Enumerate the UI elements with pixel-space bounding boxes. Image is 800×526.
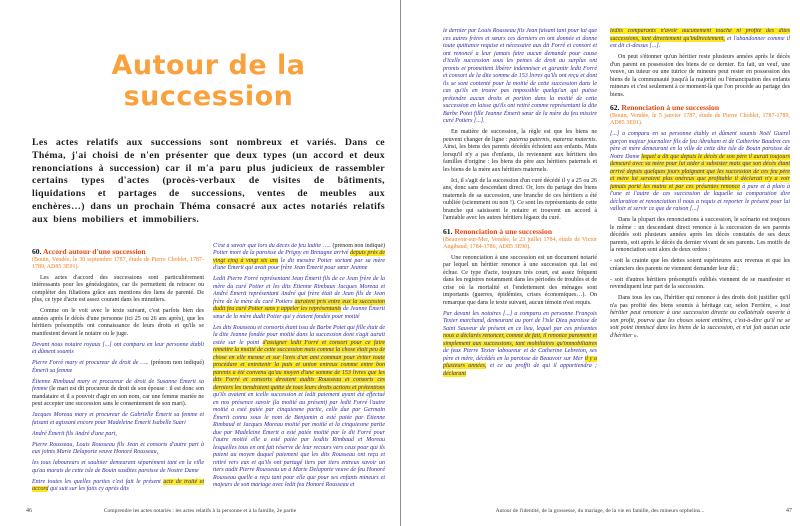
quoted-deed-paragraph <box>32 342 204 357</box>
text-run: les tous laboureurs et saulnier demeurant séparément tant en la ville qu'au marais de cette isle de Bouin susdites paroisse de Nostre Dame <box>32 460 204 474</box>
text-run: le dernier par Louis Rousseau fils Jean faisant tant pour lui que ces autres frères et sœurs ces derniers en ont donnée et donne toute quittance requise et nécessaire aux dit Forré et consort et ont renoncé a leur jamais faire aucun demande pour cause d'icelle succession sous les peines de droit au surplus ont promis et promettent libérer indemniser et garantir ledit Forré et consort de la dite somme de 153 livres qu'ils ont reçu et dont ils se sont contenté pour la moitié de cette succession dans le cas qu'ils en trouve pas impossible quelqu'un qui puisse prétendre aucun droits et portion dans la moitié de cette succession en laisse qu'ils ont retiré comme représentant la dite Barbe Potet fille Jeanne Émerit sœur de la mère du feu missire curé Potiers [...]. <box>443 28 597 124</box>
highlighted-text: nous a déclarés renoncer, comme de fait, il renonce purement et simplement aux successions, tant mobiliaires qu'immobiliaires <box>443 333 597 347</box>
text-run: Les dits Rousseau et consorts étant issu de Barbe Potet qui fille était de la dite Jeanne fondée pour moitié dans la succession dont s'agit aurait estée sur le point <box>213 324 385 346</box>
left-page-column-2 <box>213 243 385 526</box>
text-run: Étienne Rimbaud mary et procureur de droit de Susanne Émerit sa femme <box>32 378 204 393</box>
quoted-deed-paragraph <box>32 360 204 375</box>
left-page-columns <box>32 243 385 526</box>
quoted-deed-paragraph <box>32 479 204 494</box>
highlighted-text: il y a plusieurs années, <box>443 355 597 370</box>
commentary-paragraph <box>610 54 790 99</box>
right-page-column-1 <box>443 28 597 510</box>
right-page-column-2 <box>610 28 790 510</box>
quoted-deed-paragraph <box>32 442 204 457</box>
text-run: Pierre Rousseau, Louis Rousseau fils Jean et consorts d'autre part à eux joints Marie Delaporte veuve Honoré Rousseau, <box>32 441 204 456</box>
text-run: Jacques Moreau mary et procureur de Gabrielle Émerit sa femme et faisant et agissant encore pour Madeleine Émerit Isabelle Suari <box>32 412 204 426</box>
text-run: de feux Pierre Texier laboureur et de Catherine Lebreton, ses père et mère, décédés en la paroisse de Beauvoir sur Mer <box>443 348 597 362</box>
right-page-number: 47 <box>786 508 792 514</box>
source-citation: (Bouin, Vendée, le 5 janvier 1787, étude de Pierre Choblet, 1787-1789, AD85 3E91). <box>610 113 790 127</box>
highlighted-text: depuis près de vingt cinq à vingt six ans <box>213 250 385 264</box>
section-number: 62. <box>610 103 622 112</box>
left-page-number: 46 <box>26 508 32 514</box>
quoted-deed-paragraph <box>213 243 385 273</box>
text-run: et l'abandonner comme il est dit ci-dessus [...]. <box>610 35 790 49</box>
commentary-paragraph <box>443 178 597 223</box>
text-run: Les actes d'accord des successions sont particulièrement intéressants pour les généalogistes, car ils permettent de retracer ou compléter des filiations grâce aux mentions des liens de parenté. De plus, ce type d'acte est assez courant dans les minutiers. <box>32 274 204 304</box>
commentary-paragraph <box>32 308 204 338</box>
section-title: Renonciation à une succession <box>621 103 720 112</box>
section-heading <box>610 103 790 112</box>
text-run: Pierre Forré mary et procureur de droit de ….. <box>32 360 151 367</box>
text-run: [...] a comparu en sa personne étably et dûment soumis Noël Guerel garçon majeur journalier fils de feu Abraham et de Catherine Baudret ces père et mère demeurant en la ville de cette dite isle de Bouin paroisse de Notre Dame <box>610 131 790 160</box>
text-run: - soit la crainte que les dettes soient supérieures aux revenus et que les créanciers des parents ne viennent demander leur dû ; <box>610 258 790 272</box>
text-run: Par devant les notaires [...] a comparu en personne François Texier marchand, demeurant au port de l'isle Dieu paroisse de Saint Sauveur de présent en ce lieu, lequel par ces présentes <box>443 310 597 332</box>
highlighted-text: acte de traité et accord <box>32 478 204 493</box>
commentary-paragraph <box>443 129 597 174</box>
text-run: (le mari est dit procureur de droit de son épouse : il est donc son mandataire et il a pouvoir d'agir en son nom, car une femme mariée ne peut accepter une succession sans le consentement de son mari). <box>32 386 204 408</box>
text-run: le dit messire Potier sortant par sa mère d'une Émerit qui avait pour frère Jean Émerit pour sœur Jeanne <box>213 257 385 272</box>
text-run: - soit d'autres héritiers présomptifs oubliés viennent de se manifester et revendiquent leur part de la succession. <box>610 276 790 291</box>
text-run: Entre toutes les quelles parties c'est fait le présent <box>32 478 164 485</box>
source-citation: (Beauvoir-sur-Mer, Vendée, le 23 juillet 1784, étude de Victor Angibaud, 1784-1786, AD85 3E90). <box>443 236 597 250</box>
text-run: En matière de succession, la règle est que les biens ne peuvent changer de ligne : <box>443 129 597 143</box>
text-run: Émerit sa femme <box>32 367 73 374</box>
quoted-deed-paragraph <box>443 311 597 379</box>
highlighted-text: déclarant <box>443 370 466 377</box>
left-footer <box>0 508 400 514</box>
section-number: 61. <box>443 226 455 236</box>
text-run: paterna paternis, materna maternis <box>509 136 596 143</box>
text-run: de Jeanne Émerit sœur de la mère dudit Potier qui y étaient fondée pour moitié <box>213 306 385 320</box>
section-title: Renonciation à une succession <box>454 226 553 236</box>
text-run: Dans tous les cas, l'héritier qui renonce à des droits doit justifier qu'il n'a pas profité des biens soumis à héritage car, selon Ferrière, « <box>610 295 790 309</box>
highlighted-text: lequel a dit que depuis le décès de son père il aurait toujours demeuré avec sa mère pour lui aider à subsister mais que son décès étant arrivé depuis quelques jours plaignant que les succession de ces feu père et mère lui seraient plus onéreux que profitable il déclarait n'y a voir jamais porté les mains et par ces présentes renonce <box>610 153 790 190</box>
text-run: Comme on le voit avec le texte suivant, c'est parfois bien des années après le décès d'une personne (ici 25 ou 26 ans après), que les héritiers présomptifs ont connaissance de leurs droits et qu'ils se manifestent devant le notaire ou le juge. <box>32 308 204 337</box>
text-run: à pure et à plain à l'une et l'autre de ces succession de laquelle sa comparution dire déclaration et renonciation il nous a requis et reporter le présent pour lui valloir et servir ce que de raison [...] <box>610 183 790 213</box>
quoted-deed-paragraph <box>610 28 790 51</box>
text-run: qu'ils avaient en icelle succession et ledit paiement ayant été effectué en nos présence savoir (la moitié au présent) par ledit Forré l'autre moitié a esté paiée par cinquiesme partie, celle due par Germain Émerit connu sous le nom de Benjamin a esté paiée par Étienne Rimbaud et Jacques Moreau moitié par moitié et la cinquiesme partie due par Madeleine Émerit a esté paiée moitié par le dit Forré pour l'autre moitié elle a esté paiée par lesdits Rimbaud et Moreau lesquelles tous en ont fait réserve de leur recours vers ceux pour qui ils paient au moyen duquel paiement que les dits Rousseau ont reçu et retiré vers eux et qu'ils ont partagé tiers par tiers entreux savoir un tiers audit Pierre Rousseau un à Marie Delaporte veuve de feu Honoré Rousseau quelle a reçu tant pour elle que pour ses enfants mineurs et majeurs de son mariage avec ledit feu Honoré Rousseau et <box>213 392 385 489</box>
section-heading <box>443 227 597 236</box>
left-footer-text: Comprendre les actes notariés : les actes relatifs à la personne et à la famille, 2e partie <box>103 508 297 514</box>
text-run: qui suit sur les faits cy après dits <box>48 486 129 493</box>
commentary-paragraph <box>610 277 790 292</box>
right-page-columns <box>443 28 790 510</box>
text-run: C'est à savoir que lors du décès de feu ladite ….. <box>213 242 333 249</box>
text-run: (prénom non indiqué) <box>150 360 204 367</box>
text-run: Ici, il s'agit de la succession d'un curé décédé il y a 25 ou 26 ans, donc sans descendant direct. Or, lors du partage des biens maternels de sa succession, une branche de ces héritiers a été oubliée (sciemment ou non !). Ce sont les représentants de cette branche qui saisissent le notaire et trouvent un accord à l'amiable avec les autres héritiers légaux du curé. <box>443 177 597 221</box>
highlighted-text: auraient pris entre eux la succession dudit feu curé Potier sans y appeler les représentants <box>213 298 385 313</box>
page-title: Autour de la succession <box>111 50 306 112</box>
quoted-deed-paragraph <box>443 28 597 126</box>
text-run: Devant nous notaire royaux [...] ont comparu en leur personne établi et dûment soumis <box>32 341 204 356</box>
right-page <box>400 0 800 526</box>
quoted-deed-paragraph <box>213 276 385 321</box>
highlighted-text: d'assigner ledit Forré et consort pour ce faire remettre la moitié de cette succession mais comme la chose était peu de chose en elle mesme et sur l'avis d'un ami commun pour éviter toute procédure et entretenir la paix et union entreux comme entre bon parents a été convenu qu'au moyen d'une somme de 153 livres que les dits Forré et consorts devaient audits Rousseau et consorts ces derniers les tiendraient quitte de tous leurs droits actions et prétentions <box>213 339 385 391</box>
text-run: Dans la plupart des renonciations à succession, le scénario est toujours le même : un descendant direct renonce à la succession de ses parents décédés soit plusieurs années après les décès constatés de ses deux parents, soit après le décès du dernier vivant de ses parents. Les motifs de la renonciation sont alors de deux ordres : <box>610 217 790 254</box>
section-title: Accord autour d'une succession <box>42 246 146 256</box>
left-page-column-1 <box>32 243 204 526</box>
commentary-paragraph <box>610 258 790 273</box>
quoted-deed-paragraph <box>32 431 204 439</box>
section-number: 60. <box>32 246 43 256</box>
text-run: ». <box>632 332 639 339</box>
text-run: On peut s'étonner qu'un héritier reste plusieurs années après le décès d'un parent en possession des biens de ce dernier. En fait, un veuf, une veuve, un tuteur ou une tutrice de mineurs peut rester en possession des biens de la communauté jusqu'à la majorité ou l'émancipation des enfants mineurs et c'est seulement à ce moment-là que l'on procède au partage des biens. <box>610 54 790 98</box>
quoted-deed-paragraph <box>32 460 204 475</box>
section-heading <box>32 247 204 256</box>
text-run: tout héritier peut renoncer à une succession directe ou collatérale ouverte à son profit, pourvu que les choses soient entières, c'est-à-dire qu'il ne se soit point immiscé dans les biens de la succession, et n'ai fait aucun acte d'héritier <box>610 302 790 339</box>
text-run: et ce au proffit de qui il appartiendra ; <box>486 363 597 370</box>
text-run: André Émerit fils André d'une part, <box>32 430 117 437</box>
intro-paragraph: Les actes relatifs aux successions sont nombreux et variés. Dans ce Théma, j'ai choisi de n'en présenter que deux types (un accord et deux renonciations à succession) car il m'a paru plus judicieux de rassembler certains types d'actes (procès-verbaux de visites de bâtiments, liquidations et partages de successions, ventes de meubles aux enchères…) dans un prochain Théma consacré aux actes notariés relatifs aux biens mobiliers et immobiliers. <box>32 137 385 225</box>
text-run: Une renonciation à une succession est un document notarié par lequel un héritier renonce à une succession qui lui est échue. Ce type d'acte, toujours très court, est assez fréquent dans les registres notamment dans les périodes de troubles et de crise où la mortalité et l'endettement des ménages sont importants (guerres, épidémies, crises économiques…). On remarque que dans le texte suivant, aucun témoin n'est requis. <box>443 254 597 306</box>
commentary-paragraph <box>443 255 597 308</box>
text-run: . Ainsi, les biens des parents décédés échoient aux enfants. Mais lorsqu'il n'y a pas d'enfants, ils reviennent aux héritiers des familles d'origine : les biens du père aux héritiers paternels et les biens de la mère aux héritiers maternels. <box>443 136 597 173</box>
quoted-deed-paragraph <box>610 131 790 214</box>
commentary-paragraph <box>610 217 790 255</box>
quoted-deed-paragraph <box>213 325 385 490</box>
text-run: Potier mort de la paroisse de Prigny en Bretagne arrivé <box>213 250 351 257</box>
right-footer-text: Autour de l'identité, de la grossesse, du mariage, de la vie en famille, des mineurs orphelins... <box>495 508 705 514</box>
commentary-paragraph <box>610 295 790 340</box>
commentary-paragraph <box>32 275 204 305</box>
highlighted-text: ledits comparants n'avoir aucunement touché ni profité des dites successions, tant directement qu'indirectement, <box>610 28 790 42</box>
right-footer <box>400 508 800 514</box>
text-run: (prénom non indiqué) <box>332 242 385 249</box>
quoted-deed-paragraph <box>32 412 204 427</box>
quoted-deed-paragraph <box>32 379 204 409</box>
source-citation: (Bouin, Vendée, le 30 septembre 1787, étude de Pierre Choblet, 1787-1789, AD85 3E91). <box>32 256 204 270</box>
text-run: Ledit Pierre Forré représentant Jean Émerit fils de ce Jean frère de la mère du curé Potier et les dits Étienne Rimbaux Jacques Moreau et André Émerit représentant André qui frère était de Jean fils de Jean frère de la mère du curé Potiers <box>213 276 385 305</box>
